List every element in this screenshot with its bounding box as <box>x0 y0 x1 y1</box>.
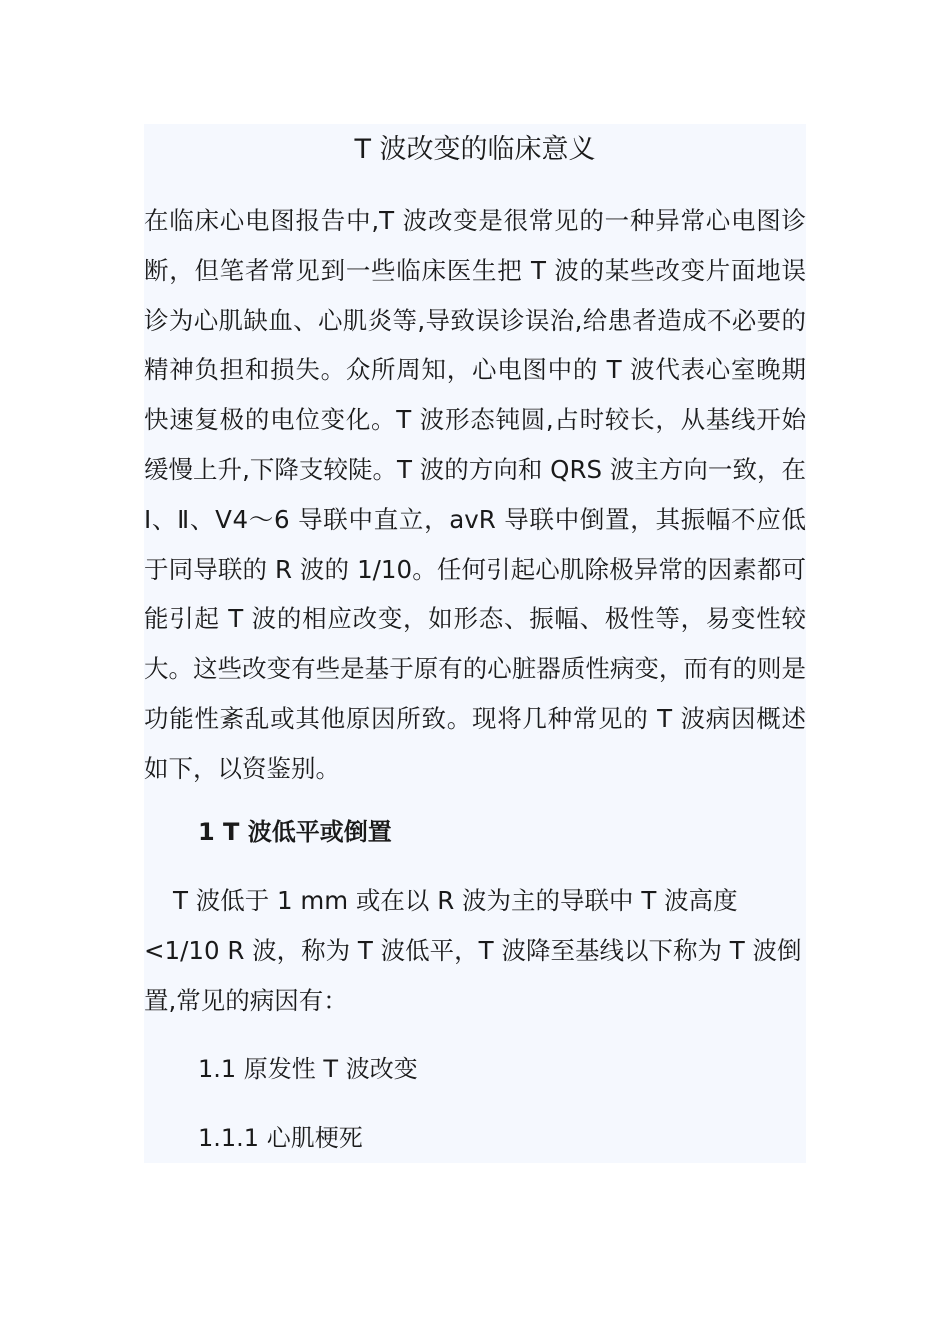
section-heading: 1 T 波低平或倒置 <box>198 818 392 846</box>
document-title: T 波改变的临床意义 <box>354 134 596 165</box>
intro-paragraph: 在临床心电图报告中,T 波改变是很常见的一种异常心电图诊断，但笔者常见到一些临床医生把 T 波的某些改变片面地误诊为心肌缺血、心肌炎等,导致误诊误治,给患者造成不必要的精神负担和损失。众所周知，心电图中的 T 波代表心室晚期快速复极的电位变化。T 波形态钝圆,占时较长，从基线开始缓慢上升,下降支较陡。T 波的方向和 QRS 波主方向一致，在Ⅰ、Ⅱ、Ⅴ4～6 导联中直立，avR 导联中倒置，其振幅不应低于同导联的 R 波的 1/10。任何引起心肌除极异常的因素都可能引起 T 波的相应改变，如形态、振幅、极性等，易变性较大。这些改变有些是基于原有的心脏器质性病变，而有的则是功能性紊乱或其他原因所致。现将几种常见的 T 波病因概述如下，以资鉴别。 <box>144 206 806 783</box>
section-paragraph: T 波低于 1 mm 或在以 R 波为主的导联中 T 波高度 <1/10 R 波，称为 T 波低平，T 波降至基线以下称为 T 波倒置,常见的病因有： <box>144 886 802 1015</box>
document-content-block <box>144 124 806 1163</box>
subsubsection-heading: 1.1.1 心肌梗死 <box>198 1124 363 1152</box>
subsection-heading: 1.1 原发性 T 波改变 <box>198 1055 418 1083</box>
